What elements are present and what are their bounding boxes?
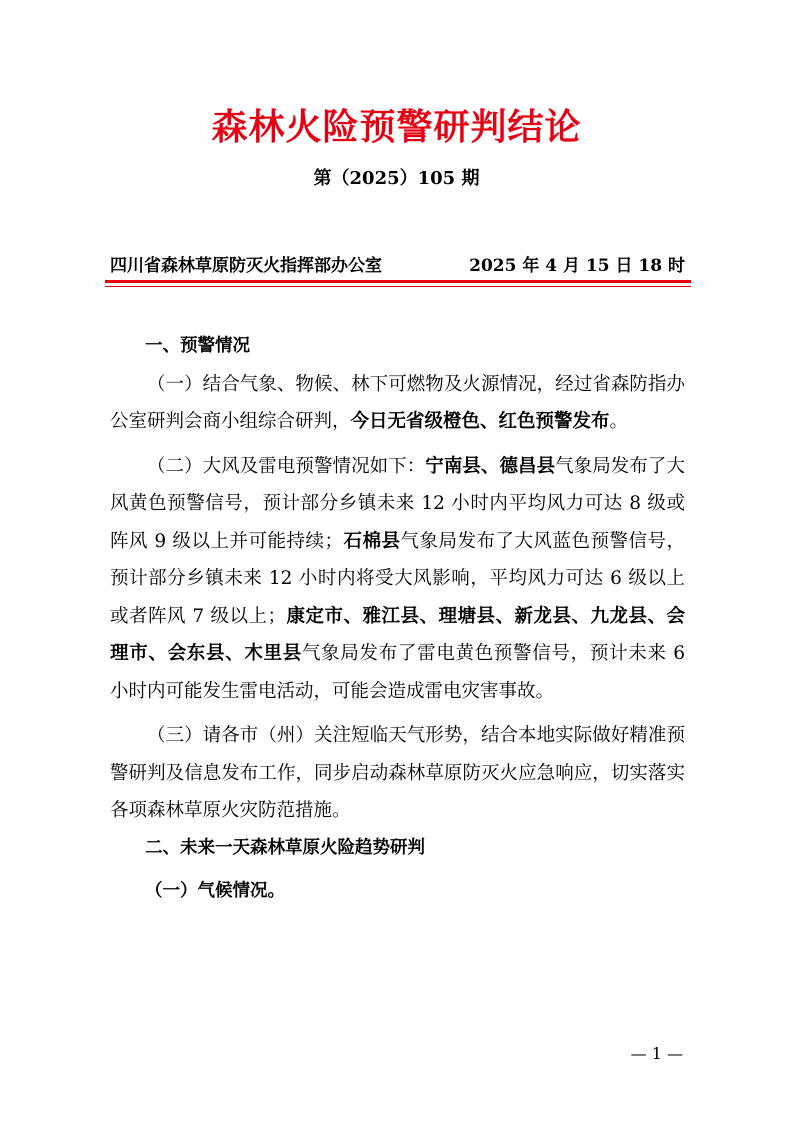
document-body [110,328,685,911]
paragraph-warning-summary [110,366,685,441]
red-divider-thin [105,286,691,287]
document-title: 森林火险预警研判结论 [211,106,582,148]
emphasis-county-wind-blue: 石棉县 [343,530,401,552]
paragraph-text: （一）结合气象、物候、林下可燃物及火源情况，经过省森防指办公室研判会商小组综合研判， [110,373,685,432]
paragraph-text: 气象局发布了雷电黄色预警信号，预计未来 6 小时内可能发生雷电活动，可能会造成雷电灾害事故。 [110,643,685,702]
issuing-office: 四川省森林草原防灭火指挥部办公室 [110,256,382,276]
paragraph-text: 气象局发布了大风黄色预警信号，预计部分乡镇未来 12 小时内平均风力可达 8 级或阵风 9 级以上并可能持续； [110,455,685,552]
section-heading-1: 一、预警情况 [145,336,250,356]
emphasis-counties-thunder: 康定市、雅江县、理塘县、新龙县、九龙县、会理市、会东县、木里县 [110,605,685,664]
issue-date: 2025 年 4 月 15 日 18 时 [469,256,685,276]
paragraph-text: 气象局发布了大风蓝色预警信号，预计部分乡镇未来 12 小时内将受大风影响，平均风力可达 6 级以上或者阵风 7 级以上； [110,530,685,627]
emphasis-counties-wind-yellow: 宁南县、德昌县 [425,455,556,477]
paragraph-wind-thunder [110,448,685,711]
paragraph-text: （二）大风及雷电预警情况如下： [147,455,426,477]
issue-number: 第（2025）105 期 [313,168,480,189]
sub-heading-climate: （一）气候情况。 [145,881,285,901]
red-divider-thick [105,280,691,283]
paragraph-instructions: （三）请各市（州）关注短临天气形势，结合本地实际做好精准预警研判及信息发布工作，同步启动森林草原防灭火应急响应，切实落实各项森林草原火灾防范措施。 [110,725,685,821]
page-number: — 1 — [630,1044,683,1063]
paragraph-text: 。 [609,411,629,432]
emphasis-no-warning: 今日无省级橙色、红色预警发布 [350,411,610,432]
section-heading-2: 二、未来一天森林草原火险趋势研判 [145,837,425,858]
